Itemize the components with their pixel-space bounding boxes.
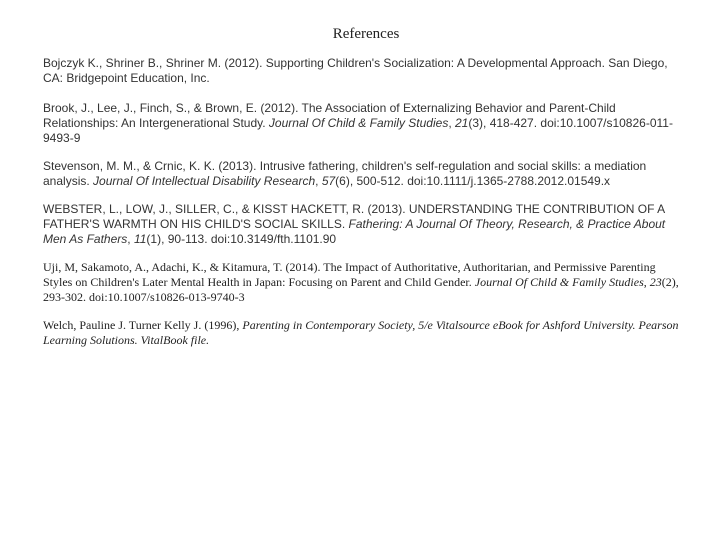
reference-entry [43,56,683,86]
reference-entry [43,159,683,189]
volume-number: 21 [455,116,469,130]
reference-entry [43,101,683,146]
reference-text: WEBSTER, L., LOW, J., SILLER, C., & KISST HACKETT, R. (2013). UNDERSTANDING THE CONTRIBUTION OF A FATHER'S WARMTH ON HIS CHILD'S SOCIAL SKILLS. [43,202,665,231]
reference-issue-pages-doi: (1), 90-113. doi:10.3149/fth.1101.90 [146,232,337,246]
journal-title: Journal Of Child & Family Studies [268,116,449,130]
journal-title: Journal Of Intellectual Disability Research [93,174,316,188]
reference-text: Welch, Pauline J. Turner Kelly J. (1996), [43,318,243,332]
volume-number: 11 [133,232,147,246]
reference-text: Brook, J., Lee, J., Finch, S., & Brown, E. (2012). The Association of Externalizing Behavior and Parent-Child Relationships: An Intergenerational Study. [43,101,616,130]
reference-separator: , [643,275,650,289]
reference-entry [43,260,683,305]
reference-text: Uji, M, Sakamoto, A., Adachi, K., & Kitamura, T. (2014). The Impact of Authoritative, Authoritarian, and Permissive Parenting Styles on Children's Later Mental Health in Japan: Focusing on Parent and Child Gender. [43,260,656,289]
reference-entry [43,318,683,348]
journal-title: Journal Of Child & Family Studies [474,275,644,289]
page-title: References [332,26,400,42]
reference-separator: , [127,232,134,246]
journal-title: Fathering: A Journal Of Theory, Research, & Practice About Men As Fathers [43,217,666,246]
reference-entry [43,202,683,247]
reference-separator: , [315,174,322,188]
volume-number: 23 [649,275,662,289]
reference-text: Bojczyk K., Shriner B., Shriner M. (2012). Supporting Children's Socialization: A Developmental Approach. San Diego, CA: Bridgepoint Education, Inc. [43,56,668,85]
reference-issue-pages-doi: (6), 500-512. doi:10.1111/j.1365-2788.2012.01549.x [335,174,611,188]
reference-issue-pages-doi: (2), 293-302. doi:10.1007/s10826-013-9740-3 [43,275,679,304]
reference-issue-pages-doi: (3), 418-427. doi:10.1007/s10826-011-9493-9 [43,116,673,145]
volume-number: 57 [321,174,336,188]
book-title: Parenting in Contemporary Society, 5/e Vitalsource eBook for Ashford University. Pearson Learning Solutions. VitalBook file. [43,318,679,347]
reference-text: Stevenson, M. M., & Crnic, K. K. (2013). Intrusive fathering, children's self-regulation and social skills: a mediation analysis. [43,159,647,188]
reference-separator: , [448,116,455,130]
